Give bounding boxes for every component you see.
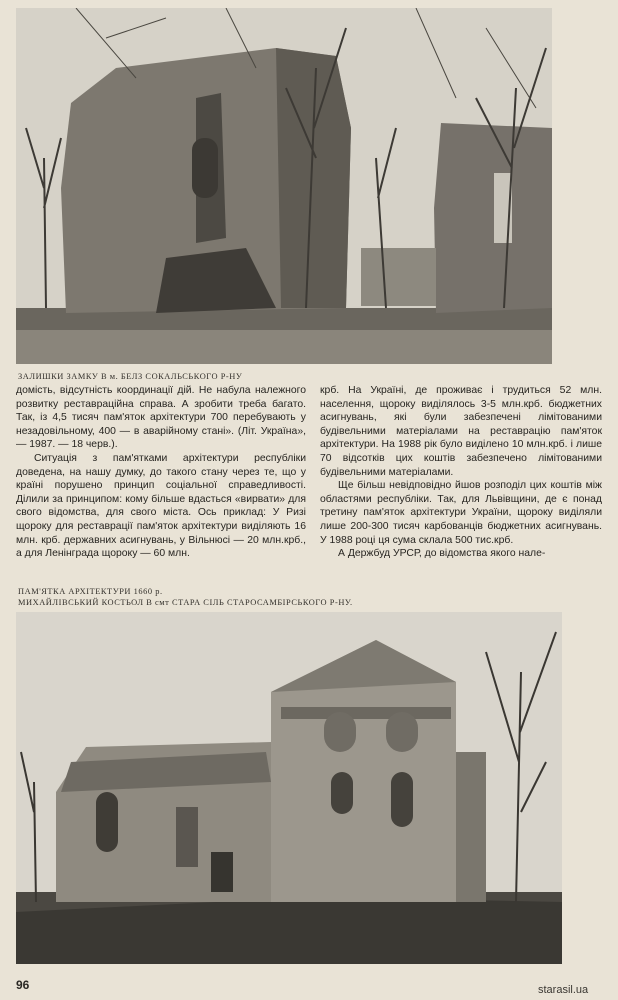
watermark: starasil.ua [538, 984, 589, 996]
page-number: 96 [16, 978, 30, 992]
paragraph: Ситуація з пам'ятками архітектури республіки доведена, на нашу думку, до такого стану через те, що у країні порушено принцип соціальної справедливості. Ділили за принципом: кому більше вдасться «вирвати» для свого відомства, для свого міста. Ось приклад: У Ризі щороку для реставрації пам'яток архітектури виділяють 16 млн. крб. державних асигнувань, у Вільнюсі — 20 млн.крб., а для Ленінграда щороку — 60 млн. [16, 452, 306, 560]
bottom-photo-caption-line1: ПАМ'ЯТКА АРХІТЕКТУРИ 1660 р. [18, 587, 163, 596]
text-column-left [16, 384, 306, 561]
paragraph: Ще більш невідповідно йшов розподіл цих коштів між областями республіки. Так, для Львівщини, де є понад третину пам'яток архітектури України, щороку виділяли лише 200-300 тисяч карбованців бюджетних асигнувань. У 1988 році ця сума склала 500 тис.крб. [320, 480, 602, 546]
castle-ruins-photo [16, 8, 552, 364]
bottom-photo-caption-line2: МИХАЙЛІВСЬКИЙ КОСТЬОЛ В смт СТАРА СІЛЬ СТАРОСАМБІРСЬКОГО Р-НУ. [18, 598, 353, 607]
paragraph: домість, відсутність координації дій. Не набула належного розвитку реставраційна справа. А зробити треба багато. Так, із 4,5 тисяч пам'яток архітектури 700 перебувають у незадовільному, 400 — в аварійному стані». (Літ. Україна», — 1987. — 18 черв.). [16, 385, 306, 451]
paragraph: крб. На Україні, де проживає і трудиться 52 млн. населення, щороку виділялось 3-5 млн.крб. бюджетних асигнувань, які були забезпечені лімітованими будівельними матеріалами на реставрацію пам'яток архітектури. На 1988 рік було виділено 10 млн.крб. і лише 70 відсотків цих коштів забезпечено лімітованими будівельними матеріалами. [320, 385, 602, 478]
church-photo [16, 612, 562, 964]
top-photo-caption: ЗАЛИШКИ ЗАМКУ В м. БЕЛЗ СОКАЛЬСЬКОГО Р-НУ [18, 372, 243, 381]
paragraph: А Держбуд УРСР, до відомства якого нале- [338, 548, 546, 560]
text-column-right [320, 384, 602, 561]
